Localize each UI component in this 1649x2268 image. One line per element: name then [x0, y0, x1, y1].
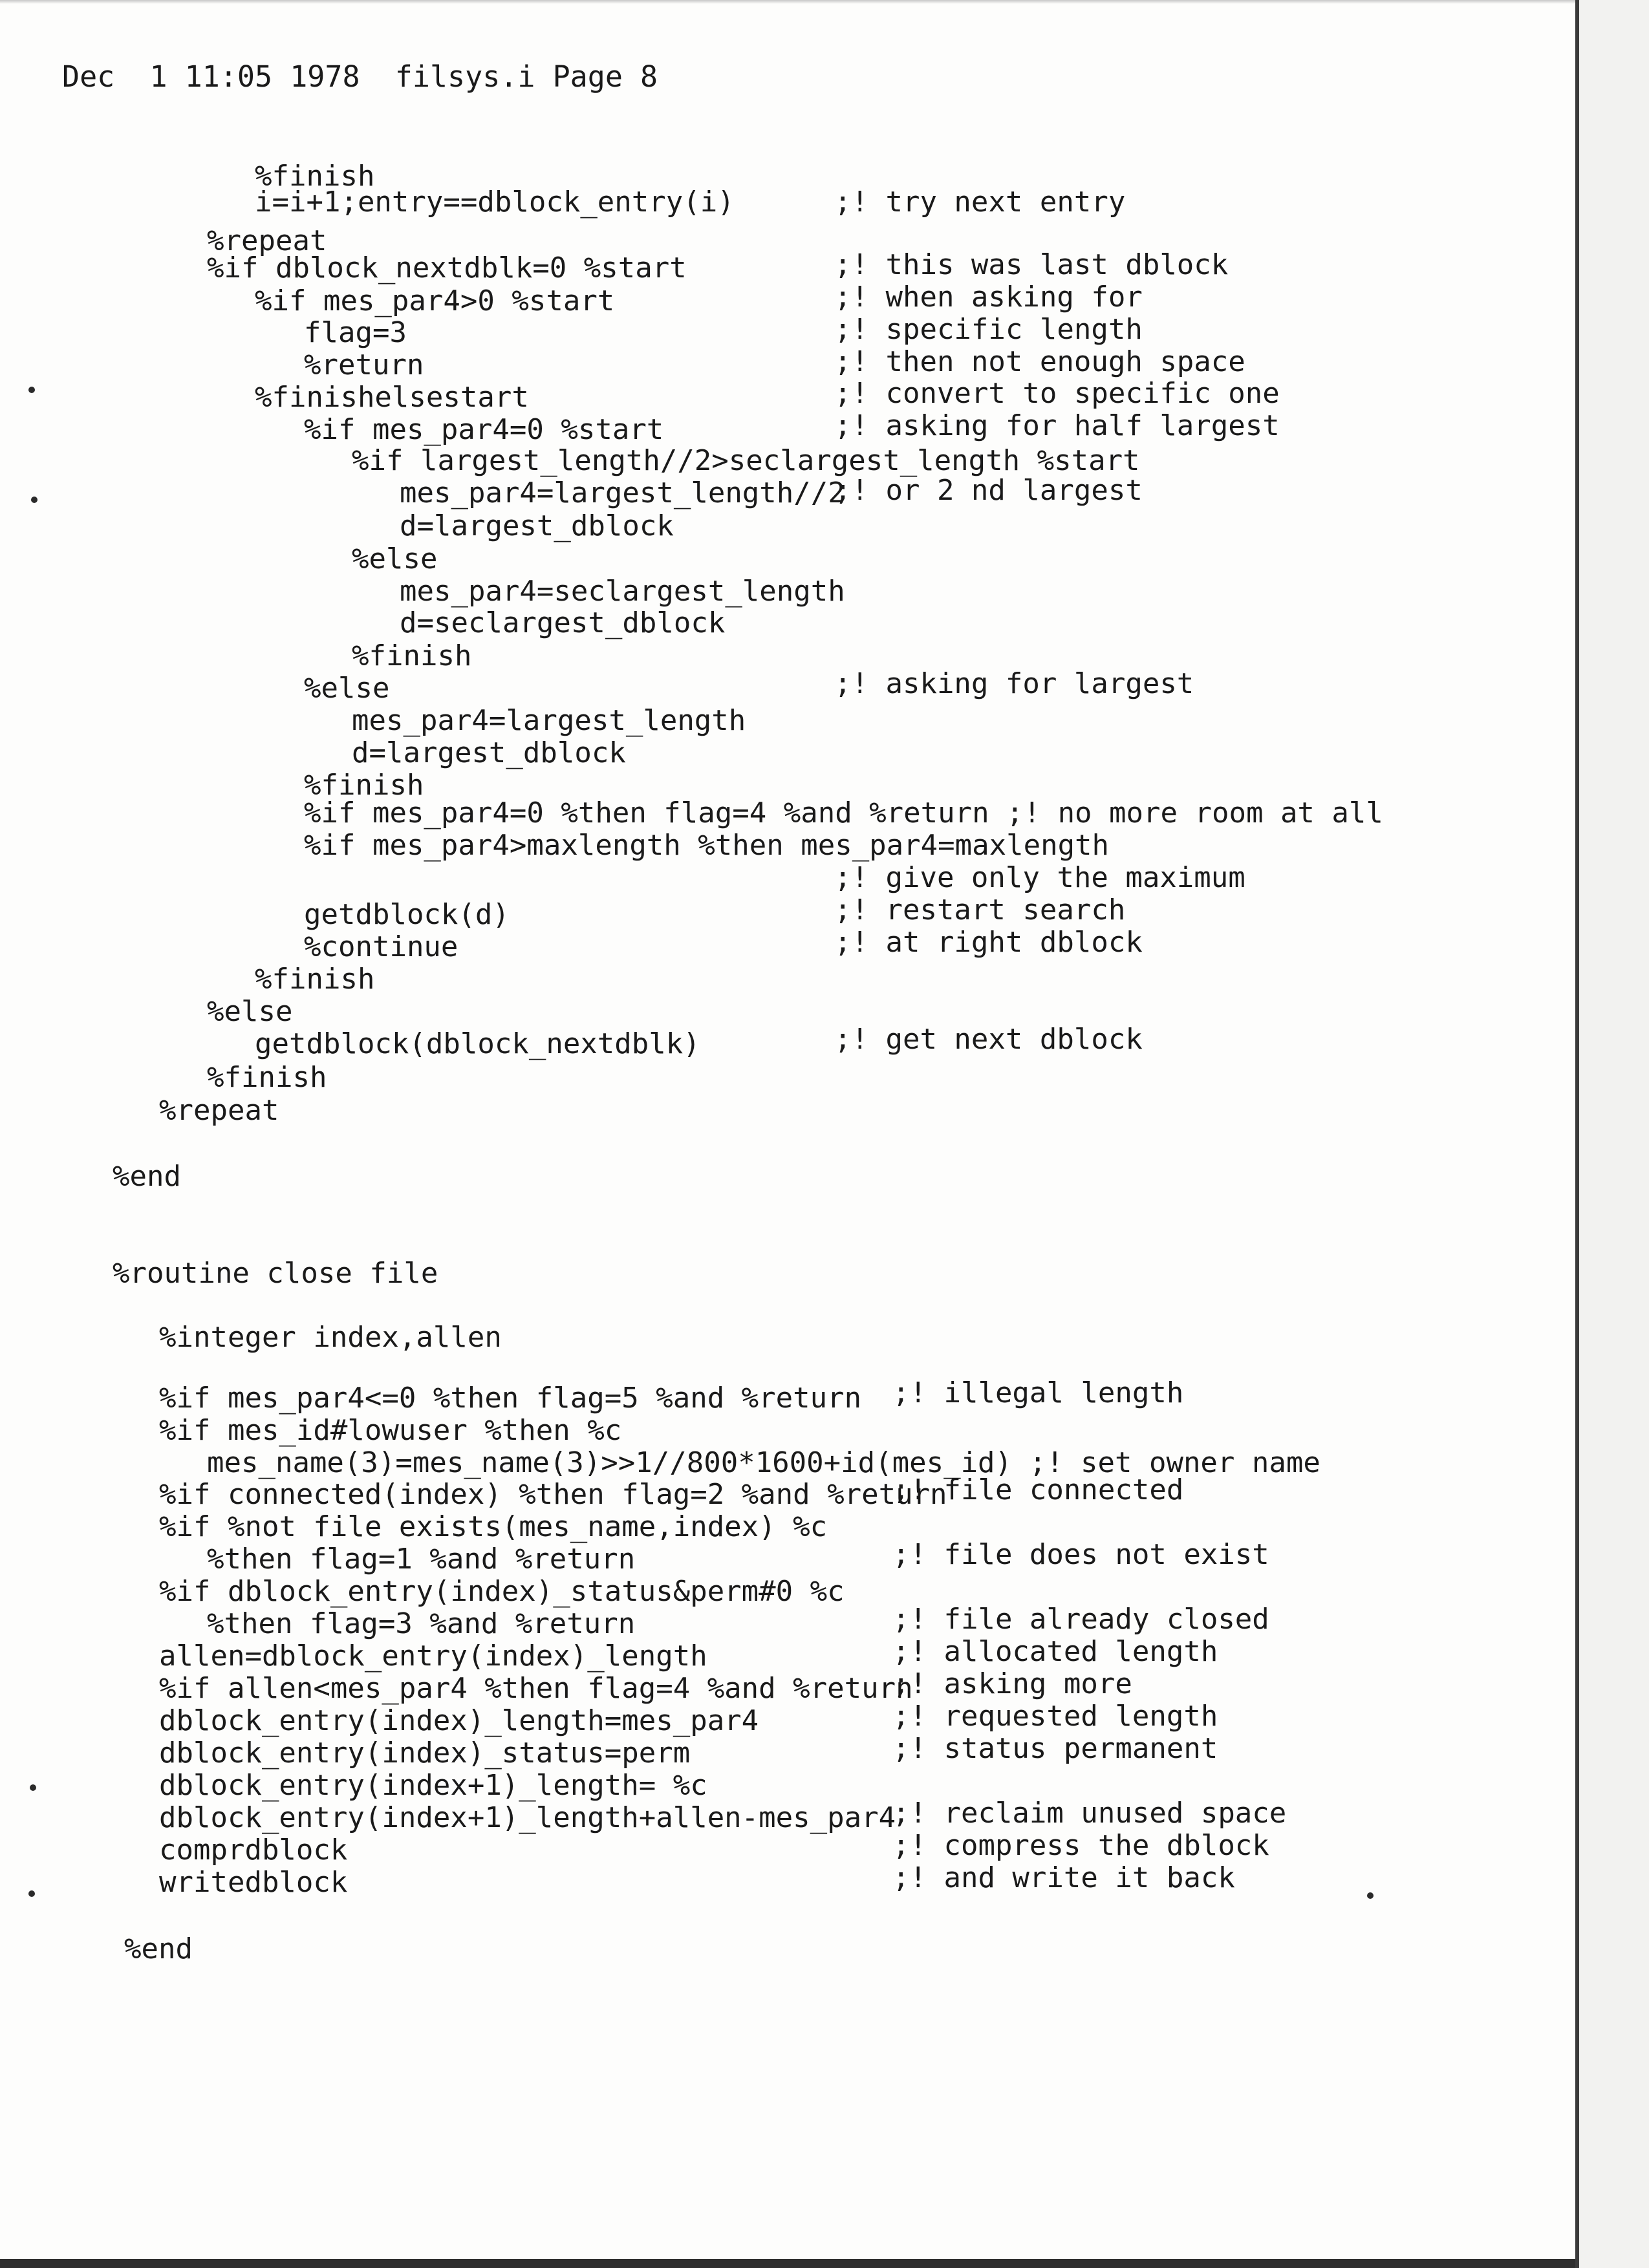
code-line: dblock_entry(index+1)_length= %c [159, 1769, 707, 1802]
code-comment: ;! status permanent [892, 1732, 1218, 1765]
code-line: %if connected(index) %then flag=2 %and %return [159, 1478, 947, 1511]
code-line: %if dblock_nextdblk=0 %start [207, 251, 687, 284]
code-comment: ;! then not enough space [834, 345, 1245, 378]
code-comment: ;! illegal length [892, 1376, 1184, 1409]
code-line: %finish [255, 963, 375, 996]
code-line: getdblock(d) [304, 898, 510, 931]
scan-speck [30, 1784, 36, 1791]
code-line: %if largest_length//2>seclargest_length %start [352, 444, 1140, 477]
code-comment: ;! file already closed [892, 1603, 1269, 1636]
code-comment: ;! convert to specific one [834, 377, 1280, 410]
code-comment: ;! compress the dblock [892, 1829, 1269, 1862]
code-line: %return [304, 348, 424, 381]
scan-speck [31, 497, 38, 503]
code-line: %if mes_par4=0 %then flag=4 %and %return ;! no more room at all [304, 797, 1383, 829]
code-comment: ;! get next dblock [834, 1023, 1143, 1056]
code-line: %else [304, 672, 390, 705]
code-comment: ;! at right dblock [834, 926, 1143, 959]
code-comment: ;! requested length [892, 1700, 1218, 1733]
code-line: allen=dblock_entry(index)_length [159, 1640, 707, 1673]
code-line: %repeat [159, 1094, 279, 1127]
scan-speck [1367, 1892, 1374, 1899]
code-line: %continue [304, 930, 458, 963]
code-line: mes_par4=largest_length//2 [400, 476, 845, 509]
code-line: %if %not file exists(mes_name,index) %c [159, 1510, 828, 1543]
page-bottom-edge [0, 2259, 1575, 2268]
code-line: %end [124, 1932, 193, 1965]
code-line: d=largest_dblock [352, 736, 626, 769]
code-line: %finish [207, 1061, 327, 1094]
code-comment: ;! asking more [892, 1667, 1132, 1700]
code-line: %finishelsestart [255, 381, 529, 414]
page-header: Dec 1 11:05 1978 filsys.i Page 8 [62, 59, 658, 94]
code-line: dblock_entry(index)_length=mes_par4 [159, 1704, 759, 1737]
code-comment: ;! file does not exist [892, 1538, 1269, 1571]
code-line: %else [352, 542, 438, 575]
code-line: %integer index,allen [159, 1321, 502, 1354]
code-line: %if dblock_entry(index)_status&perm#0 %c [159, 1575, 845, 1608]
code-line: writedblock [159, 1866, 348, 1899]
code-line: %else [207, 995, 293, 1028]
code-line: %if allen<mes_par4 %then flag=4 %and %return [159, 1672, 913, 1705]
code-line: %repeat [207, 224, 327, 257]
code-line: %if mes_id#lowuser %then %c [159, 1414, 622, 1447]
code-line: %end [113, 1160, 181, 1193]
code-comment: ;! allocated length [892, 1635, 1218, 1668]
code-comment: ;! or 2 nd largest [834, 474, 1143, 507]
code-line: %finish [304, 769, 424, 802]
code-line: %then flag=1 %and %return [207, 1543, 636, 1576]
code-line: dblock_entry(index)_status=perm [159, 1737, 691, 1770]
code-line: flag=3 [304, 316, 407, 349]
code-line: %finish [255, 160, 375, 193]
code-comment: ;! specific length [834, 313, 1143, 346]
code-line: d=seclargest_dblock [400, 606, 726, 639]
code-comment: ;! and write it back [892, 1861, 1235, 1894]
code-comment: ;! this was last dblock [834, 248, 1229, 281]
code-line: %routine close file [113, 1257, 438, 1290]
code-comment: ;! asking for largest [834, 667, 1194, 700]
code-line: %if mes_par4>maxlength %then mes_par4=maxlength [304, 829, 1110, 862]
code-line: %if mes_par4=0 %start [304, 413, 664, 446]
code-line: mes_par4=seclargest_length [400, 575, 845, 608]
code-comment: ;! restart search [834, 893, 1126, 926]
code-comment: ;! file connected [892, 1473, 1184, 1506]
scan-speck [28, 1890, 35, 1897]
code-line: comprdblock [159, 1834, 348, 1867]
scan-speck [28, 387, 35, 393]
code-comment: ;! give only the maximum [834, 861, 1245, 894]
code-comment: ;! when asking for [834, 281, 1143, 314]
code-comment: ;! asking for half largest [834, 409, 1280, 442]
code-line: %if mes_par4<=0 %then flag=5 %and %return [159, 1382, 862, 1415]
code-line: dblock_entry(index+1)_length+allen-mes_par4 [159, 1801, 896, 1834]
scan-margin [1579, 0, 1649, 2268]
code-line: %if mes_par4>0 %start [255, 284, 615, 317]
code-line: i=i+1;entry==dblock_entry(i) [255, 186, 735, 219]
code-comment: ;! reclaim unused space [892, 1797, 1287, 1830]
code-line: %then flag=3 %and %return [207, 1607, 636, 1640]
code-line: d=largest_dblock [400, 509, 674, 542]
code-line: mes_par4=largest_length [352, 704, 746, 737]
code-line: getdblock(dblock_nextdblk) [255, 1027, 700, 1060]
code-line: %finish [352, 639, 472, 672]
code-line: mes_name(3)=mes_name(3)>>1//800*1600+id(mes_id) ;! set owner name [207, 1446, 1320, 1479]
code-comment: ;! try next entry [834, 186, 1126, 219]
